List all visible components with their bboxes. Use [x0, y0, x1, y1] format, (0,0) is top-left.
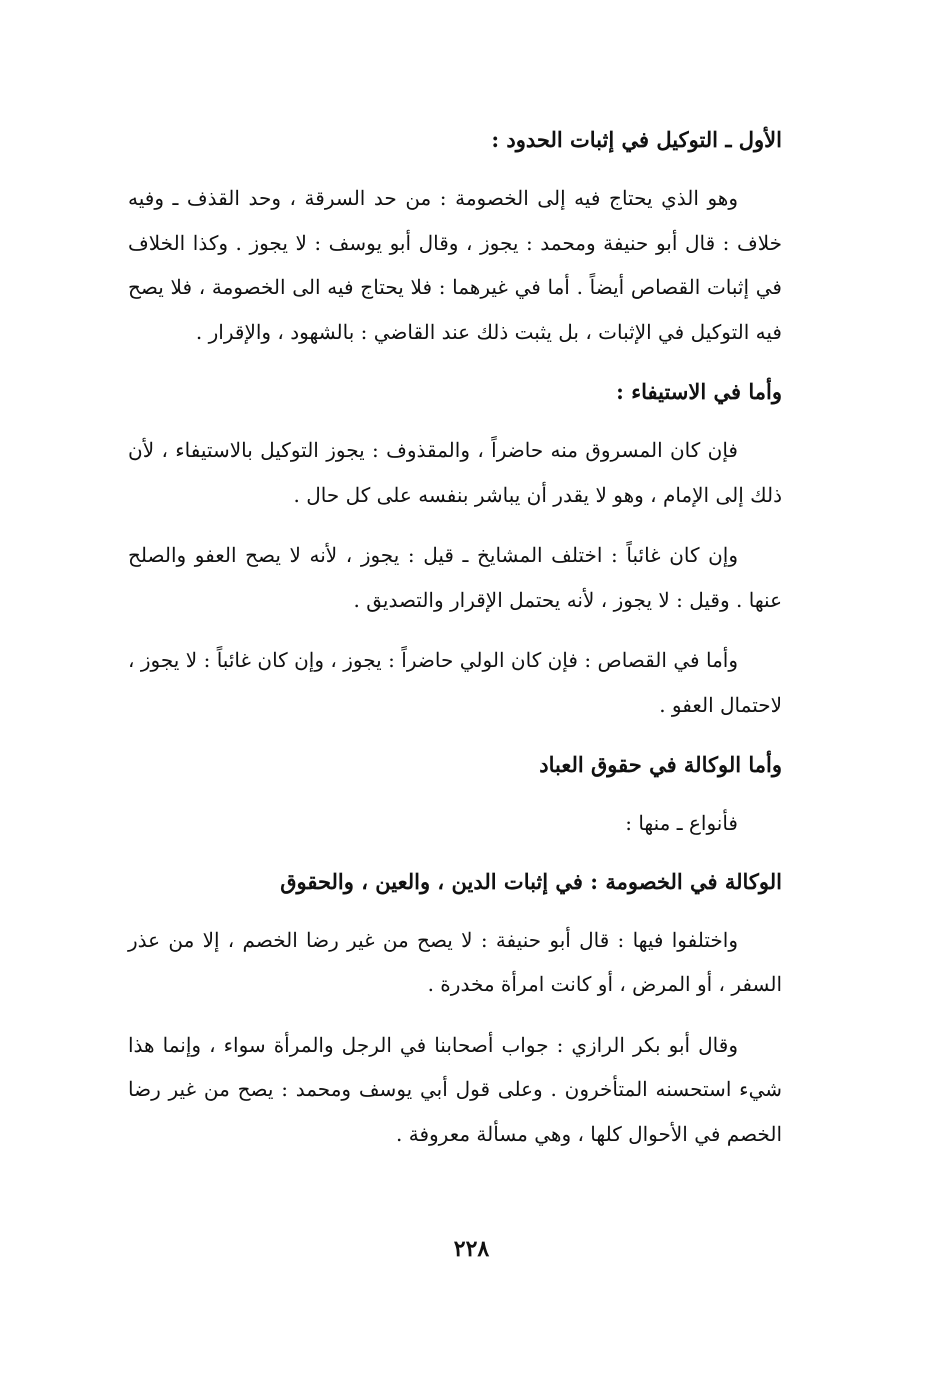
section-heading-istifa: وأما في الاستيفاء :: [616, 379, 782, 404]
paragraph-anwa: فأنواع ـ منها :: [625, 811, 738, 835]
paragraph-qisas: وأما في القصاص : فإن كان الولي حاضراً : يجوز ، وإن كان غائباً : لا يجوز ، لاحتمال العفو .: [128, 648, 782, 717]
paragraph-abu-hanifa: واختلفوا فيها : قال أبو حنيفة : لا يصح من غير رضا الخصم ، إلا من عذر السفر ، أو المرض ، أو كانت امرأة مخدرة .: [128, 927, 782, 996]
section-heading-huquq-ibad: وأما الوكالة في حقوق العباد: [539, 752, 782, 777]
page-body-text: [128, 118, 782, 1156]
paragraph-istifa-present: فإن كان المسروق منه حاضراً ، والمقذوف : يجوز التوكيل بالاستيفاء ، لأن ذلك إلى الإمام ، وهو لا يقدر أن يباشر بنفسه على كل حال .: [128, 438, 782, 507]
section-heading-wakala-khusuma: الوكالة في الخصومة : في إثبات الدين ، والعين ، والحقوق: [280, 868, 782, 894]
page-number: ٢٢٨: [453, 1236, 490, 1262]
paragraph-istifa-absent: وإن كان غائباً : اختلف المشايخ ـ قيل : يجوز ، لأنه لا يصح العفو والصلح عنها . وقيل : لا يجوز ، لأنه يحتمل الإقرار والتصديق .: [128, 543, 782, 612]
paragraph-razi: وقال أبو بكر الرازي : جواب أصحابنا في الرجل والمرأة سواء ، وإنما هذا شيء استحسنه المتأخرون . وعلى قول أبي يوسف ومحمد : يصح من غير رضا الخصم في الأحوال كلها ، وهي مسألة معروفة .: [128, 1032, 782, 1146]
paragraph-khusuma: وهو الذي يحتاج فيه إلى الخصومة : من حد السرقة ، وحد القذف ـ وفيه خلاف : قال أبو حنيفة ومحمد : يجوز ، وقال أبو يوسف : لا يجوز . وكذا الخلاف في إثبات القصاص أيضاً . أما في غيرهما : فلا يحتاج فيه الى الخصومة ، فلا يصح فيه التوكيل في الإثبات ، بل يثبت ذلك عند القاضي : بالشهود ، والإقرار .: [128, 186, 782, 344]
section-heading-hudud: الأول ـ التوكيل في إثبات الحدود :: [491, 127, 782, 152]
